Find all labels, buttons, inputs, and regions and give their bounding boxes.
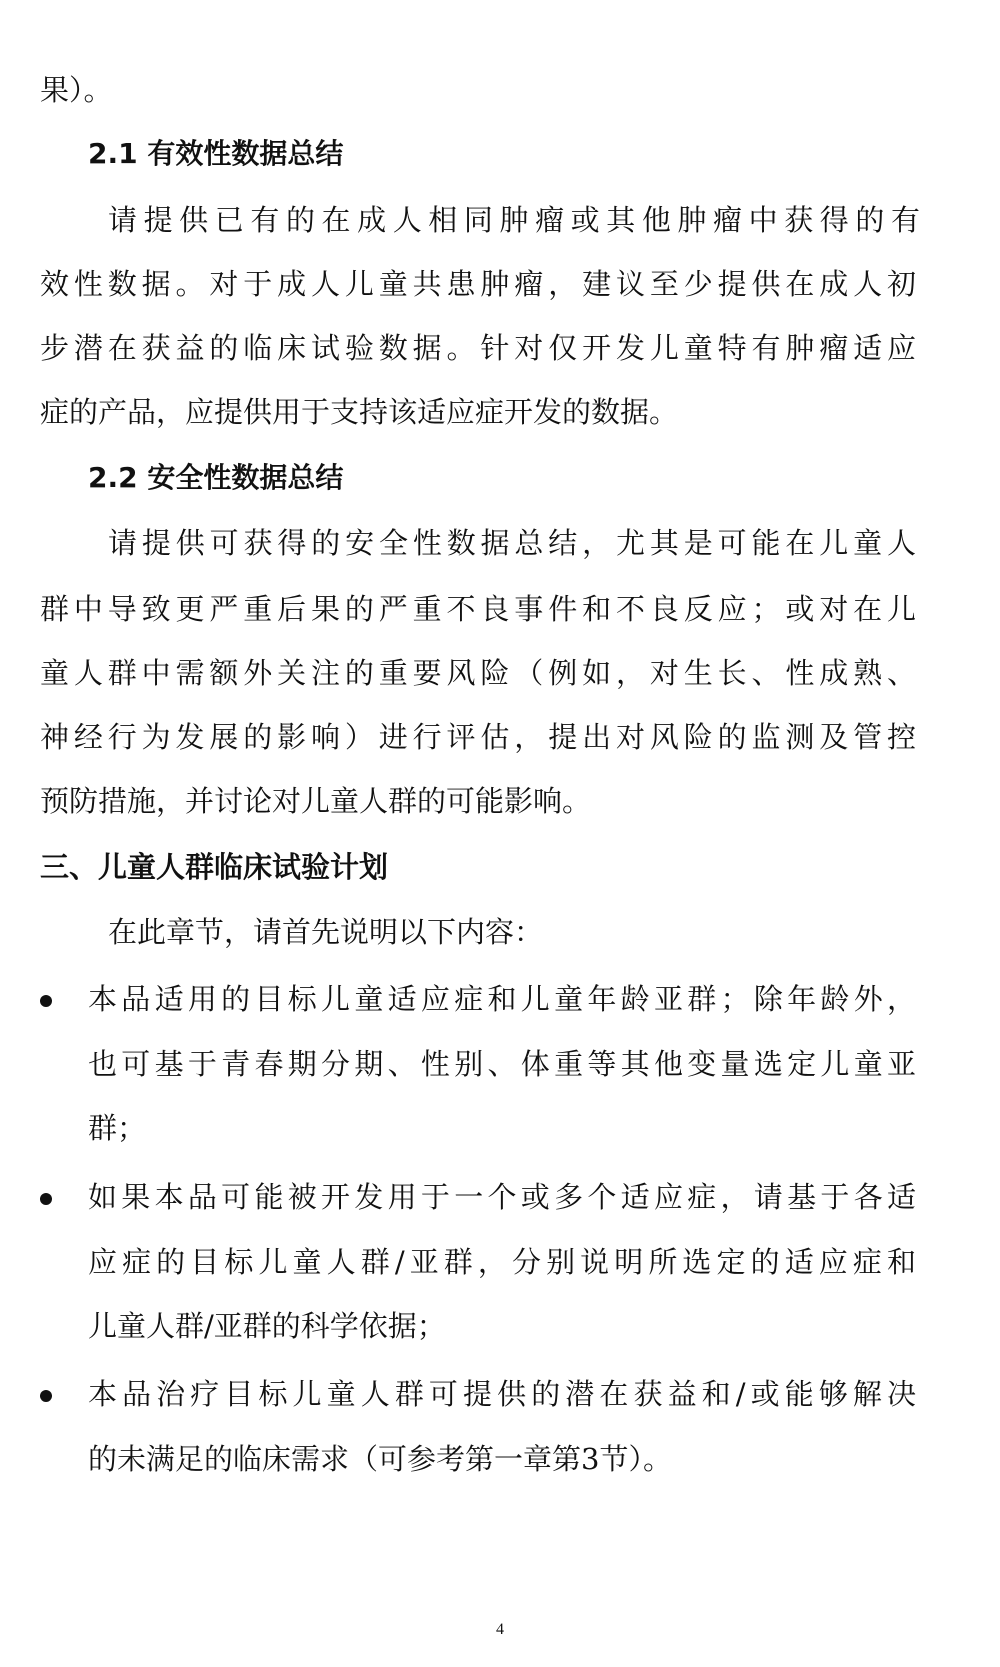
section-3-intro: 在此章节，请首先说明以下内容： — [108, 915, 544, 949]
section-2-2-heading: 2.2 安全性数据总结 — [88, 461, 344, 494]
section-2-2-paragraph-line: 群中导致更严重后果的严重不良事件和不良反应；或对在儿 — [40, 592, 916, 626]
bullet-dot-icon — [40, 1193, 52, 1205]
section-2-1-paragraph-line: 请提供已有的在成人相同肿瘤或其他肿瘤中获得的有 — [108, 203, 920, 237]
section-2-1-heading: 2.1 有效性数据总结 — [88, 137, 344, 170]
section-2-2-paragraph-line: 神经行为发展的影响）进行评估，提出对风险的监测及管控 — [40, 720, 916, 754]
bullet-item-line: 应症的目标儿童人群/亚群，分别说明所选定的适应症和 — [88, 1245, 916, 1279]
bullet-item-line: 群； — [88, 1111, 147, 1145]
bullet-item-line: 也可基于青春期分期、性别、体重等其他变量选定儿童亚 — [88, 1047, 916, 1081]
carryover-text: 果）。 — [40, 73, 113, 107]
bullet-dot-icon — [40, 1390, 52, 1402]
section-2-1-paragraph-line: 症的产品，应提供用于支持该适应症开发的数据。 — [40, 395, 679, 429]
bullet-item-line: 本品治疗目标儿童人群可提供的潜在获益和/或能够解决 — [88, 1377, 916, 1411]
section-2-1-paragraph-line: 步潜在获益的临床试验数据。针对仅开发儿童特有肿瘤适应 — [40, 331, 916, 365]
section-2-2-paragraph-line: 预防措施，并讨论对儿童人群的可能影响。 — [40, 784, 592, 818]
bullet-item-line: 本品适用的目标儿童适应症和儿童年龄亚群；除年龄外， — [88, 982, 916, 1016]
section-2-2-paragraph-line: 请提供可获得的安全性数据总结，尤其是可能在儿童人 — [108, 526, 916, 560]
section-3-heading: 三、儿童人群临床试验计划 — [40, 850, 389, 884]
bullet-item-line: 儿童人群/亚群的科学依据； — [88, 1309, 446, 1343]
bullet-dot-icon — [40, 995, 52, 1007]
section-2-1-paragraph-line: 效性数据。对于成人儿童共患肿瘤，建议至少提供在成人初 — [40, 267, 916, 301]
bullet-item-line: 的未满足的临床需求（可参考第一章第3节）。 — [88, 1442, 672, 1476]
bullet-item-line: 如果本品可能被开发用于一个或多个适应症，请基于各适 — [88, 1180, 916, 1214]
section-2-2-paragraph-line: 童人群中需额外关注的重要风险（例如，对生长、性成熟、 — [40, 656, 916, 690]
page-number: 4 — [496, 1621, 504, 1638]
